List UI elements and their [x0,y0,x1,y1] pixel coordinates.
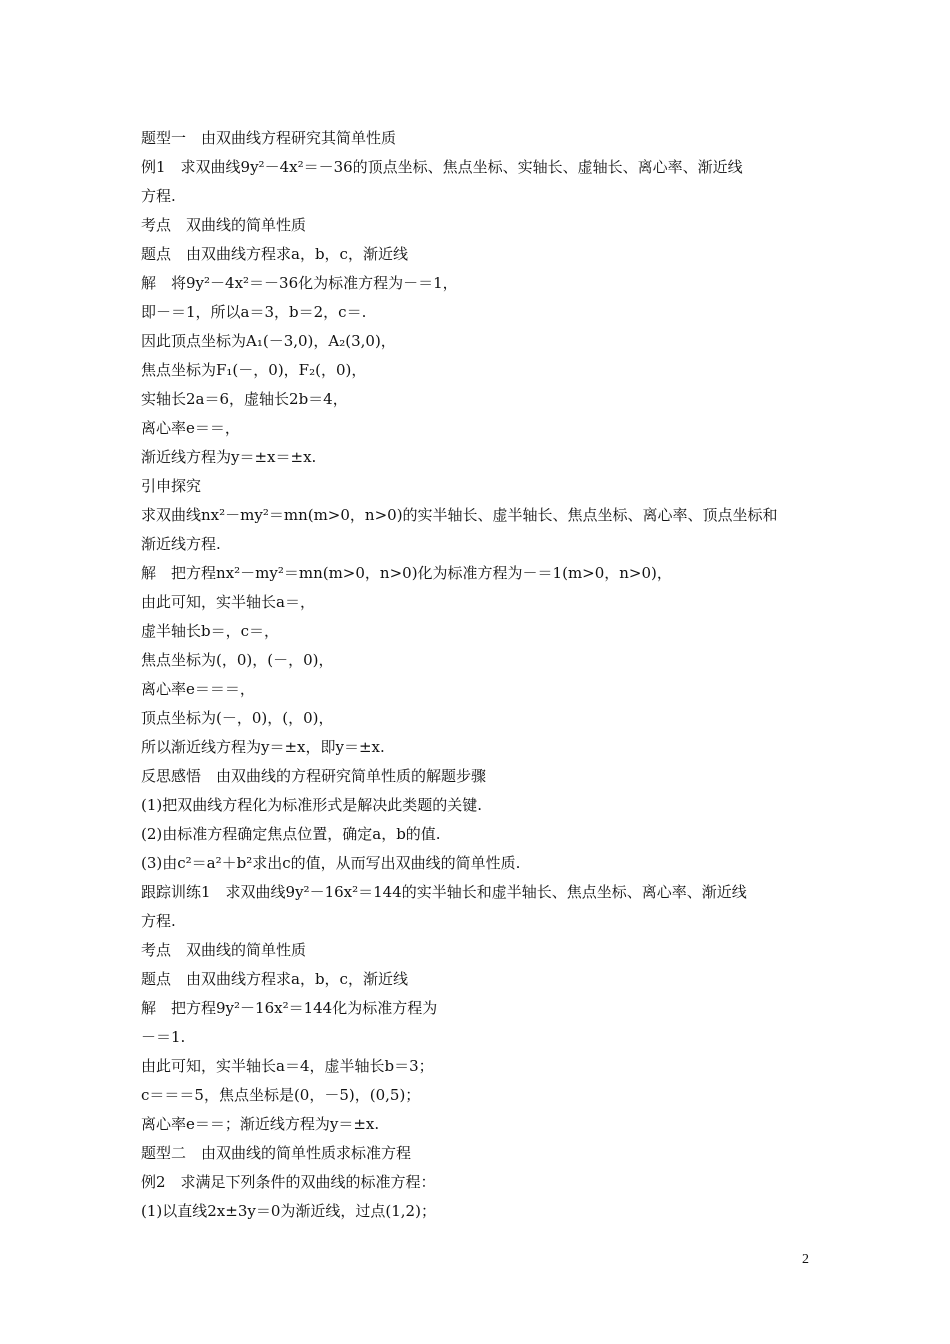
text-line: 考点 双曲线的简单性质 [141,216,307,234]
page-content [141,124,816,1226]
text-line: 由此可知，实半轴长a＝， [141,593,315,611]
text-line: 引申探究 [141,477,202,495]
text-line: 考点 双曲线的简单性质 [141,941,307,959]
text-line: 渐近线方程为y＝±x＝±x. [141,448,317,466]
text-line: 焦点坐标为F₁(－，0)，F₂(，0)， [141,361,367,379]
text-line: 解 将9y²－4x²＝－36化为标准方程为－＝1， [141,274,458,292]
text-line: (3)由c²＝a²＋b²求出c的值，从而写出双曲线的简单性质. [141,854,521,872]
text-line: 题型一 由双曲线方程研究其简单性质 [141,129,397,147]
text-line: c＝＝＝5，焦点坐标是(0，－5)，(0,5)； [141,1086,421,1104]
text-line: －＝1. [141,1028,186,1046]
text-line: 渐近线方程. [141,535,221,553]
text-line: 解 把方程9y²－16x²＝144化为标准方程为 [141,999,438,1017]
text-line: 因此顶点坐标为A₁(－3,0)，A₂(3,0)， [141,332,396,350]
text-line: 方程. [141,912,176,930]
text-line: 跟踪训练1 求双曲线9y²－16x²＝144的实半轴长和虚半轴长、焦点坐标、离心率、渐近线 [141,883,747,901]
page-number: 2 [802,1252,809,1267]
text-line: 例2 求满足下列条件的双曲线的标准方程： [141,1173,436,1191]
text-line: 题型二 由双曲线的简单性质求标准方程 [141,1144,412,1162]
text-line: 离心率e＝＝；渐近线方程为y＝±x. [141,1115,380,1133]
text-line: 即－＝1，所以a＝3，b＝2，c＝. [141,303,367,321]
text-line: 焦点坐标为(，0)，(－，0)， [141,651,334,669]
text-line: 方程. [141,187,176,205]
text-line: 实轴长2a＝6，虚轴长2b＝4， [141,390,348,408]
text-line: 解 把方程nx²－my²＝mn(m>0，n>0)化为标准方程为－＝1(m>0，n>0)， [141,564,672,582]
text-line: (2)由标准方程确定焦点位置，确定a，b的值. [141,825,441,843]
text-line: 例1 求双曲线9y²－4x²＝－36的顶点坐标、焦点坐标、实轴长、虚轴长、离心率、渐近线 [141,158,743,176]
text-line: 离心率e＝＝， [141,419,240,437]
text-line: (1)把双曲线方程化为标准形式是解决此类题的关键. [141,796,483,814]
text-line: 题点 由双曲线方程求a，b，c，渐近线 [141,970,408,988]
text-line: 由此可知，实半轴长a＝4，虚半轴长b＝3； [141,1057,434,1075]
text-line: 所以渐近线方程为y＝±x，即y＝±x. [141,738,385,756]
text-line: 求双曲线nx²－my²＝mn(m>0，n>0)的实半轴长、虚半轴长、焦点坐标、离心率、顶点坐标和 [141,506,778,524]
text-line: 虚半轴长b＝，c＝， [141,622,280,640]
text-line: 离心率e＝＝＝， [141,680,255,698]
text-line: (1)以直线2x±3y＝0为渐近线，过点(1,2)； [141,1202,436,1220]
text-line: 反思感悟 由双曲线的方程研究简单性质的解题步骤 [141,767,487,785]
text-line: 顶点坐标为(－，0)，(，0)， [141,709,334,727]
text-line: 题点 由双曲线方程求a，b，c，渐近线 [141,245,408,263]
